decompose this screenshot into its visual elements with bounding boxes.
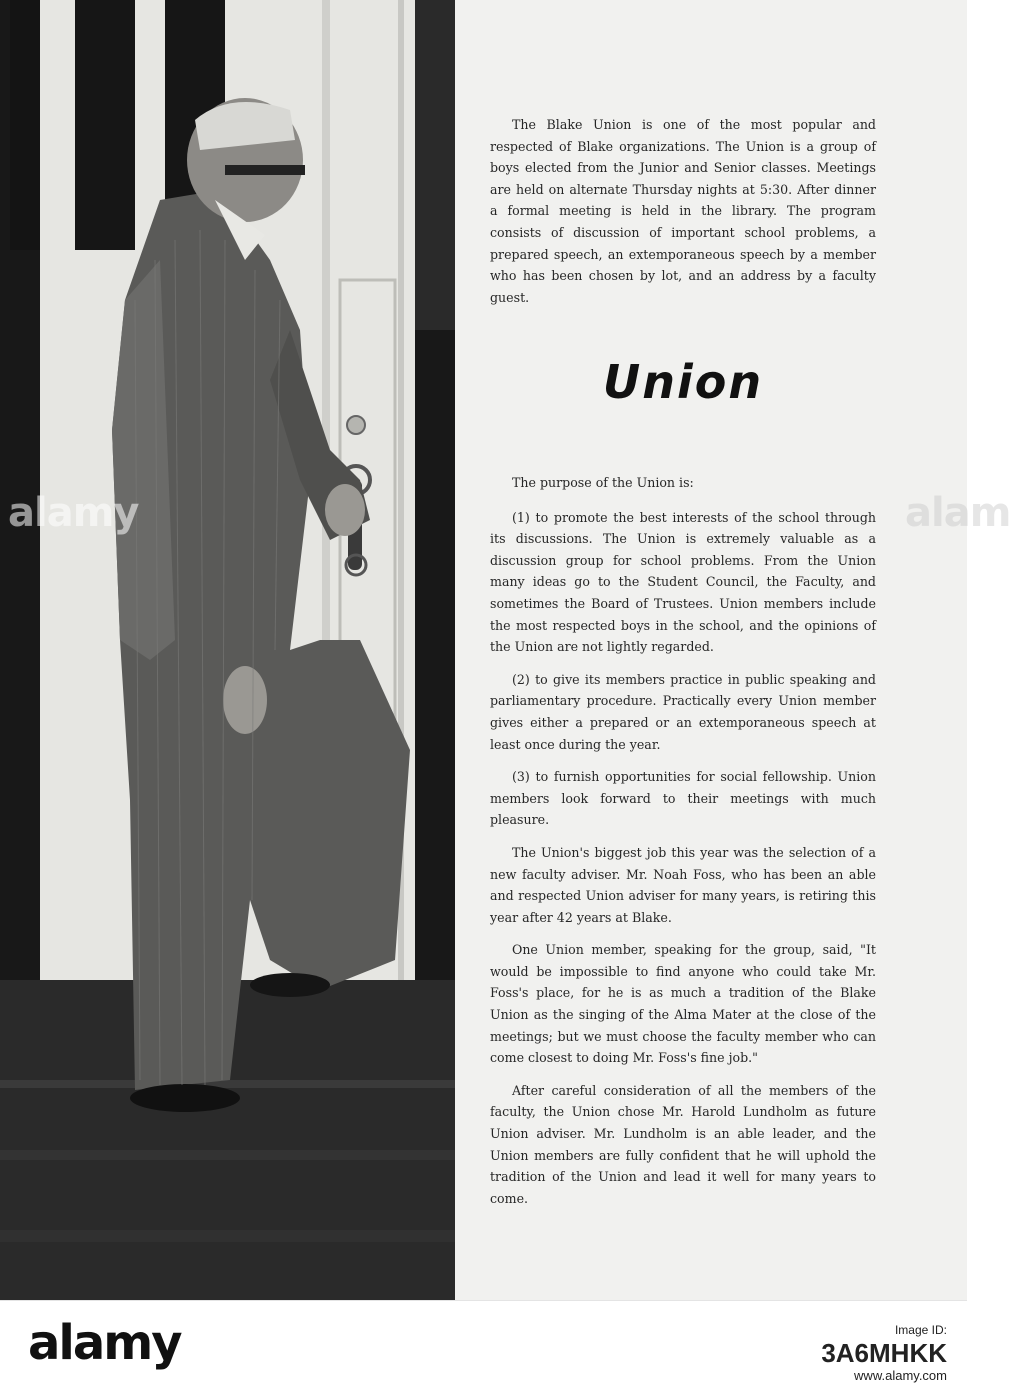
- stock-footer: [0, 1300, 967, 1391]
- intro-paragraph: The Blake Union is one of the most popular and respected of Blake organizations. The Union is a group of boys elected from the Junior and Senior classes. Meetings are held on alternate Thursday nights at 5:30. After dinner a formal meeting is held in the library. The program consists of discussion of important school problems, a prepared speech, an extemporaneous speech by a member who has been chosen by lot, and an address by a faculty guest.: [490, 117, 876, 305]
- man-at-door-photo: [0, 0, 455, 1300]
- quote-paragraph: One Union member, speaking for the group, said, "It would be impossible to find anyone who could take Mr. Foss's place, for he is as much a tradition of the Blake Union as the singing of the Alma Mater at the close of the meetings; but we must choose the faculty member who can come closest to doing Mr. Foss's fine job.": [490, 942, 876, 1066]
- purpose-lead: The purpose of the Union is:: [512, 475, 694, 490]
- watermark-right: alam: [905, 490, 1010, 536]
- purpose-paragraph-2: (2) to give its members practice in public speaking and parliamentary procedure. Practically every Union member gives either a prepared or an extemporaneous speech at least once during the year.: [490, 671, 876, 752]
- page-title: Union: [602, 355, 764, 409]
- conclusion-paragraph: After careful consideration of all the members of the faculty, the Union chose Mr. Harold Lundholm as future Union adviser. Mr. Lundholm is an able leader, and the Union members are fully confident that he will uphold the tradition of the Union and lead it well for many years to come.: [490, 1082, 876, 1206]
- intro-text-block: [490, 114, 876, 308]
- stock-url: www.alamy.com: [854, 1368, 947, 1383]
- photo-illustration: [0, 0, 455, 1300]
- adviser-paragraph: The Union's biggest job this year was the selection of a new faculty adviser. Mr. Noah Foss, who has been an able and respected Union adviser for many years, is retiring this year after 42 years at Blake.: [490, 844, 876, 925]
- purpose-paragraph-1: (1) to promote the best interests of the school through its discussions. The Union is extremely valuable as a discussion group for school problems. From the Union many ideas go to the Student Council, the Faculty, and sometimes the Board of Trustees. Union members include the most respected boys in the school, and the opinions of the Union are not lightly regarded.: [490, 509, 876, 655]
- image-id-code: 3A6MHKK: [821, 1338, 947, 1368]
- image-id-label: Image ID:: [894, 1323, 947, 1337]
- body-text-block: [490, 472, 876, 1220]
- watermark-left: alamy: [8, 490, 139, 536]
- purpose-paragraph-3: (3) to furnish opportunities for social fellowship. Union members look forward to their meetings with much pleasure.: [490, 769, 876, 828]
- alamy-logo: alamy: [28, 1315, 181, 1371]
- image-id-block: [821, 1321, 947, 1385]
